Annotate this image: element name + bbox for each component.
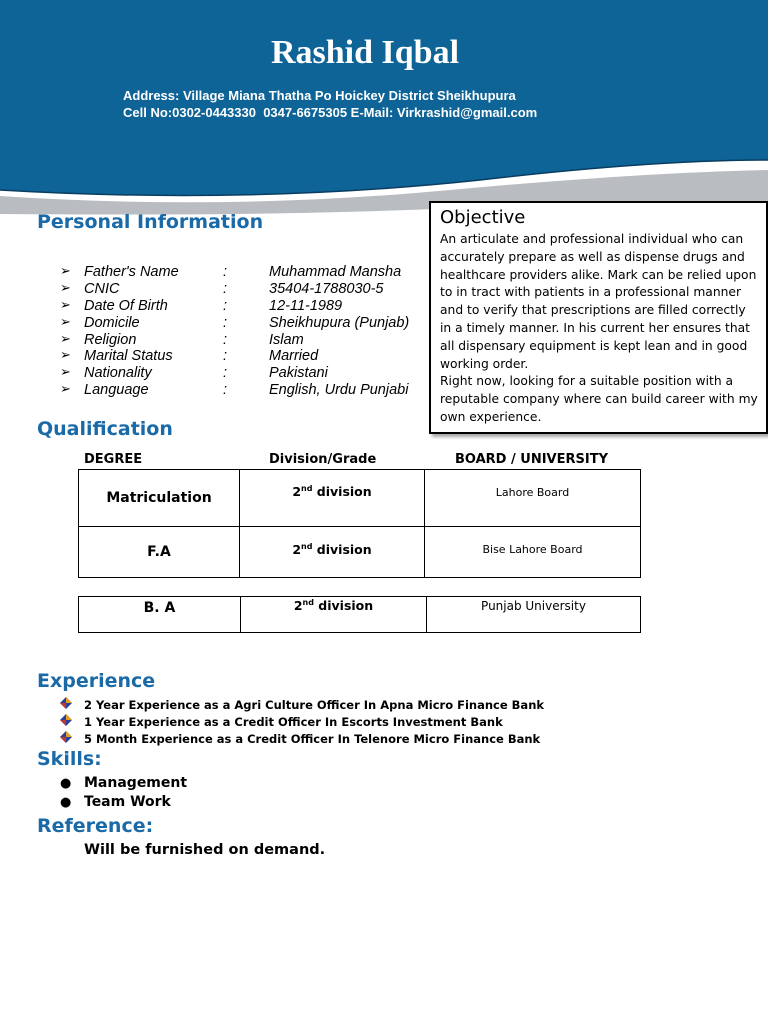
contact-line: Cell No:0302-0443330 0347-6675305 E-Mail: Virkrashid@gmail.com bbox=[123, 105, 538, 120]
column-header-degree: DEGREE bbox=[84, 452, 143, 467]
column-header-board: BOARD / UNIVERSITY bbox=[455, 452, 608, 467]
skill-text: Team Work bbox=[84, 794, 171, 810]
division-suffix: nd bbox=[302, 598, 314, 607]
arrow-bullet-icon: ➢ bbox=[60, 314, 71, 329]
board-cell: Bise Lahore Board bbox=[425, 527, 641, 578]
table-row bbox=[79, 470, 641, 527]
division-cell bbox=[240, 470, 425, 527]
qualification-table-ba bbox=[78, 596, 641, 633]
info-separator: : bbox=[223, 281, 228, 297]
info-value: Pakistani bbox=[269, 365, 328, 381]
degree-cell: F.A bbox=[79, 527, 240, 578]
bullet-dot-icon: ● bbox=[60, 776, 72, 791]
reference-text: Will be furnished on demand. bbox=[84, 842, 326, 858]
division-suffix: nd bbox=[301, 542, 313, 551]
info-label: Language bbox=[84, 382, 149, 398]
info-label: CNIC bbox=[84, 281, 120, 297]
division-suffix: nd bbox=[301, 484, 313, 493]
arrow-bullet-icon: ➢ bbox=[60, 263, 71, 278]
experience-heading: Experience bbox=[37, 670, 156, 692]
objective-heading: Objective bbox=[440, 207, 526, 228]
objective-text bbox=[440, 231, 760, 427]
division-number: 2 bbox=[292, 542, 302, 558]
objective-box bbox=[429, 201, 768, 434]
table-row bbox=[79, 527, 641, 578]
candidate-name: Rashid Iqbal bbox=[270, 34, 460, 71]
info-separator: : bbox=[223, 348, 228, 364]
column-header-division: Division/Grade bbox=[269, 452, 377, 467]
table-row bbox=[79, 597, 641, 633]
objective-paragraph: Right now, looking for a suitable position with a reputable company where can build career with my own experience. bbox=[440, 374, 758, 424]
board-cell: Punjab University bbox=[427, 597, 641, 633]
info-separator: : bbox=[223, 264, 228, 280]
arrow-bullet-icon: ➢ bbox=[60, 297, 71, 312]
degree-cell: Matriculation bbox=[79, 470, 240, 527]
division-word: division bbox=[312, 542, 372, 558]
skill-item bbox=[60, 794, 171, 810]
info-value: Islam bbox=[269, 332, 304, 348]
qualification-table bbox=[78, 469, 641, 578]
diamond-bullet-icon bbox=[60, 731, 84, 746]
info-value: English, Urdu Punjabi bbox=[269, 382, 409, 398]
info-value: 12-11-1989 bbox=[269, 298, 343, 314]
division-word: division bbox=[313, 598, 374, 614]
arrow-bullet-icon: ➢ bbox=[60, 347, 71, 362]
info-separator: : bbox=[223, 298, 228, 314]
experience-text: 2 Year Experience as a Agri Culture Officer In Apna Micro Finance Bank bbox=[84, 698, 545, 712]
arrow-bullet-icon: ➢ bbox=[60, 381, 71, 396]
division-cell bbox=[241, 597, 427, 633]
division-cell bbox=[240, 527, 425, 578]
experience-item bbox=[60, 714, 503, 729]
diamond-bullet-icon bbox=[60, 714, 84, 729]
info-label: Marital Status bbox=[84, 348, 173, 364]
arrow-bullet-icon: ➢ bbox=[60, 331, 71, 346]
info-label: Nationality bbox=[84, 365, 152, 381]
info-value: Sheikhupura (Punjab) bbox=[269, 315, 410, 331]
info-separator: : bbox=[223, 365, 228, 381]
skills-heading: Skills: bbox=[37, 748, 102, 770]
info-label: Religion bbox=[84, 332, 137, 348]
address-line: Address: Village Miana Thatha Po Hoickey District Sheikhupura bbox=[123, 88, 516, 103]
arrow-bullet-icon: ➢ bbox=[60, 280, 71, 295]
experience-item bbox=[60, 731, 540, 746]
info-label: Father's Name bbox=[84, 264, 179, 280]
info-value: 35404-1788030-5 bbox=[269, 281, 384, 297]
bullet-dot-icon: ● bbox=[60, 795, 72, 810]
info-value: Muhammad Mansha bbox=[269, 264, 402, 280]
personal-info-heading: Personal Information bbox=[37, 211, 264, 233]
objective-paragraph: An articulate and professional individual who can accurately prepare as well as dispense drugs and healthcare providers alike. Mark can be relied upon to in tract with patients in a professional manner and to verify that prescriptions are filled correctly in a timely manner. In his current her ensures that all dispensary equipment is kept lean and in good working order. bbox=[440, 232, 757, 371]
degree-cell: B. A bbox=[79, 597, 241, 633]
division-word: division bbox=[312, 484, 372, 500]
arrow-bullet-icon: ➢ bbox=[60, 364, 71, 379]
info-value: Married bbox=[269, 348, 319, 364]
experience-text: 1 Year Experience as a Credit Officer In Escorts Investment Bank bbox=[84, 715, 503, 729]
qualification-heading: Qualification bbox=[37, 418, 173, 440]
info-label: Domicile bbox=[84, 315, 140, 331]
skill-item bbox=[60, 775, 187, 791]
info-separator: : bbox=[223, 332, 228, 348]
reference-heading: Reference: bbox=[37, 815, 154, 837]
experience-text: 5 Month Experience as a Credit Officer In Telenore Micro Finance Bank bbox=[84, 732, 541, 746]
board-cell: Lahore Board bbox=[425, 470, 641, 527]
experience-item bbox=[60, 697, 544, 712]
info-label: Date Of Birth bbox=[84, 298, 168, 314]
skill-text: Management bbox=[84, 775, 188, 791]
division-number: 2 bbox=[292, 484, 302, 500]
info-separator: : bbox=[223, 315, 228, 331]
info-separator: : bbox=[223, 382, 228, 398]
diamond-bullet-icon bbox=[60, 697, 84, 712]
division-number: 2 bbox=[293, 598, 303, 614]
